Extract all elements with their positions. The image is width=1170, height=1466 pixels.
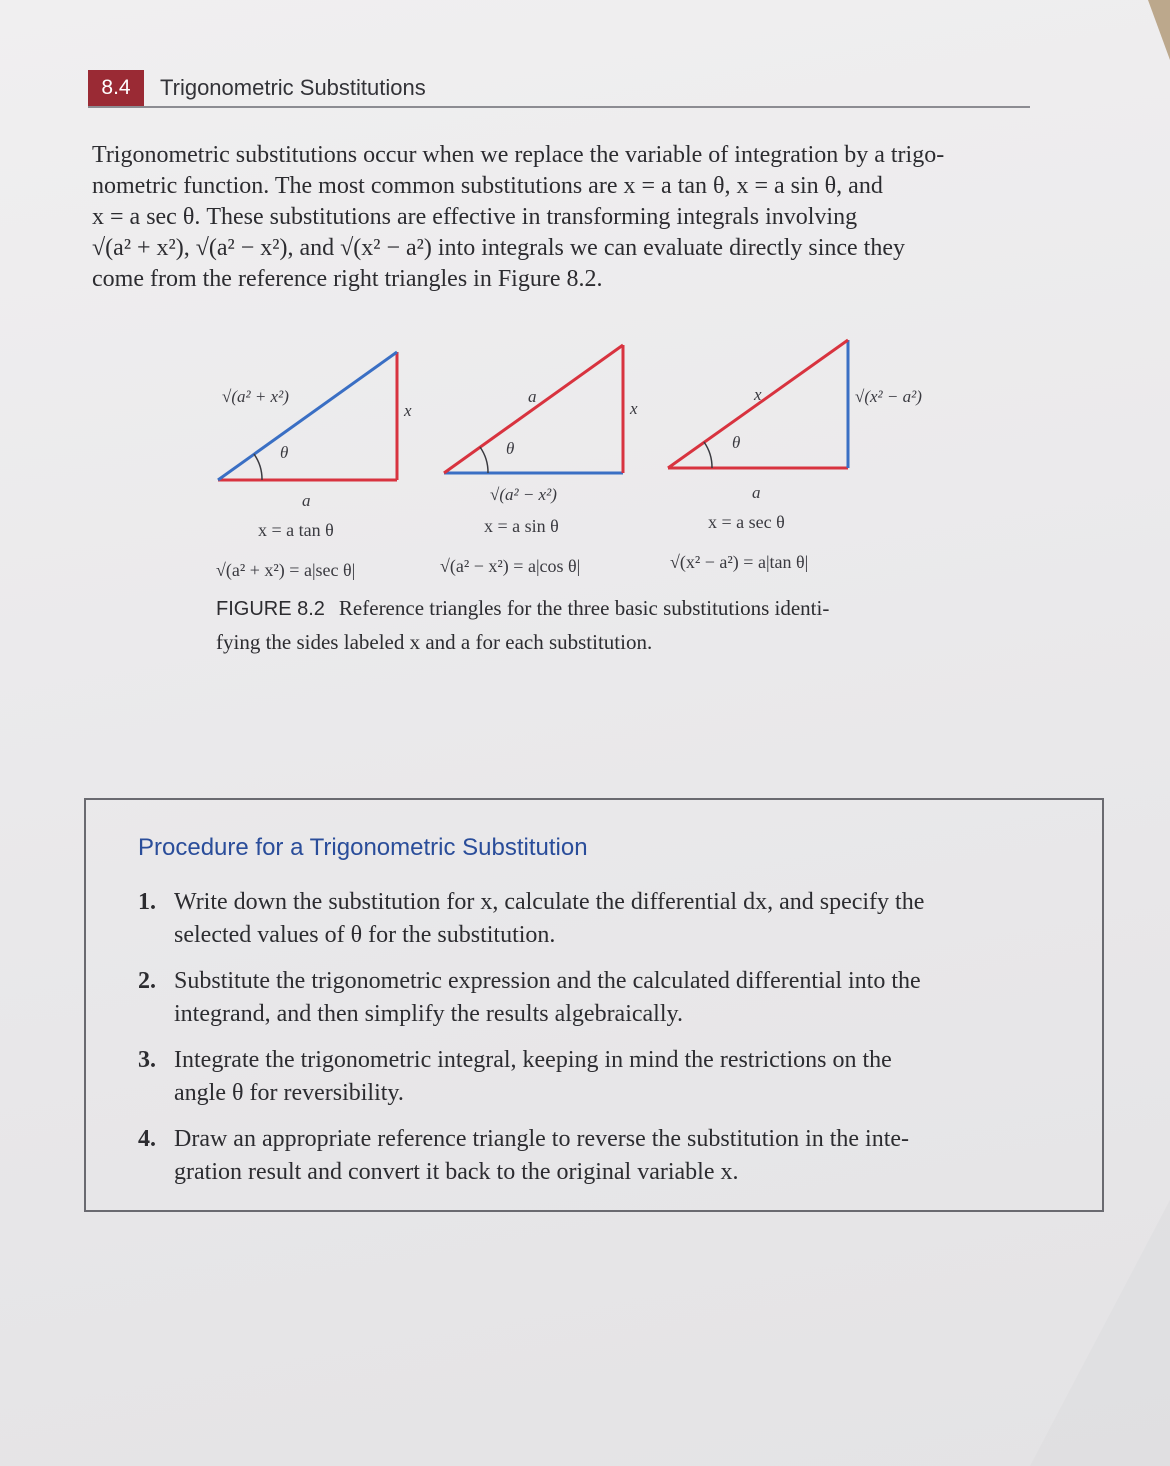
procedure-steps (138, 886, 1048, 1202)
step-text-line: angle θ for reversibility. (174, 1080, 404, 1106)
triangle-tan-vertical-label: x (404, 401, 412, 420)
triangle-sec-vertical-label: √(x² − a²) (855, 387, 922, 406)
section-header (88, 66, 1030, 108)
procedure-step (138, 1044, 1048, 1110)
section-number-badge: 8.4 (88, 70, 144, 106)
triangle-tan-hypotenuse (218, 352, 397, 480)
step-text-line: Substitute the trigonometric expression and the calculated differential into the (174, 968, 921, 994)
figure-caption-line (216, 592, 956, 626)
procedure-title: Procedure for a Trigonometric Substitution (138, 834, 588, 861)
triangle-tan-substitution: x = a tan θ (258, 520, 334, 540)
triangle-sec-base-label: a (752, 483, 761, 502)
intro-line: Trigonometric substitutions occur when we replace the variable of integration by a trigo- (92, 142, 945, 168)
reference-triangles-svg (0, 330, 1170, 590)
triangle-sin-identity: √(a² − x²) = a|cos θ| (440, 556, 581, 576)
intro-line: come from the reference right triangles in Figure 8.2. (92, 266, 603, 292)
step-number: 1. (138, 889, 156, 915)
triangle-tan-angle-label: θ (280, 443, 289, 462)
triangle-sin-angle-label: θ (506, 439, 515, 458)
procedure-step (138, 886, 1048, 952)
triangle-tan (216, 352, 412, 581)
triangle-tan-hypotenuse-label: √(a² + x²) (222, 387, 289, 406)
step-number: 4. (138, 1126, 156, 1152)
triangle-sin-substitution: x = a sin θ (484, 516, 559, 536)
triangle-sin (440, 345, 638, 577)
triangle-sin-angle-arc (480, 447, 488, 473)
step-text-line: selected values of θ for the substitution. (174, 922, 556, 948)
triangle-sin-base-label: √(a² − x²) (490, 485, 557, 504)
step-text-line: Write down the substitution for x, calculate the differential dx, and specify the (174, 889, 925, 915)
triangle-sec-hypotenuse-label: x (754, 385, 762, 404)
figure-caption-line: fying the sides labeled x and a for each substitution. (216, 630, 653, 654)
triangle-tan-base-label: a (302, 491, 311, 510)
triangle-sec-identity: √(x² − a²) = a|tan θ| (670, 552, 809, 572)
section-title: Trigonometric Substitutions (160, 75, 426, 100)
triangle-sin-hypotenuse-label: a (528, 387, 537, 406)
step-text-line: gration result and convert it back to the original variable x. (174, 1159, 739, 1185)
triangle-tan-angle-arc (254, 454, 262, 480)
figure-caption (216, 592, 956, 659)
triangle-sin-vertical-label: x (630, 399, 638, 418)
figure-8-2 (0, 330, 1170, 590)
triangle-sin-hypotenuse (444, 345, 623, 473)
figure-caption-text: Reference triangles for the three basic substitutions identi- (338, 596, 830, 620)
triangle-sec-angle-arc (704, 442, 712, 468)
triangle-sec-angle-label: θ (732, 433, 741, 452)
triangle-tan-identity: √(a² + x²) = a|sec θ| (216, 560, 356, 580)
procedure-step (138, 1123, 1048, 1189)
procedure-step (138, 965, 1048, 1031)
intro-line: x = a sec θ. These substitutions are effective in transforming integrals involving (92, 204, 858, 230)
step-text-line: Integrate the trigonometric integral, keeping in mind the restrictions on the (174, 1047, 892, 1073)
step-number: 3. (138, 1047, 156, 1073)
step-text-line: Draw an appropriate reference triangle to reverse the substitution in the inte- (174, 1126, 910, 1152)
intro-line: √(a² + x²), √(a² − x²), and √(x² − a²) into integrals we can evaluate directly since they (92, 235, 905, 261)
figure-caption-tag: FIGURE 8.2 (216, 598, 325, 620)
procedure-box (84, 798, 1104, 1212)
intro-paragraph (92, 140, 1054, 295)
triangle-sec-substitution: x = a sec θ (708, 512, 785, 532)
step-text-line: integrand, and then simplify the results algebraically. (174, 1001, 683, 1027)
triangle-sec (668, 340, 922, 573)
triangle-sec-hypotenuse (668, 340, 848, 468)
intro-line: nometric function. The most common substitutions are x = a tan θ, x = a sin θ, and (92, 173, 883, 199)
step-number: 2. (138, 968, 156, 994)
